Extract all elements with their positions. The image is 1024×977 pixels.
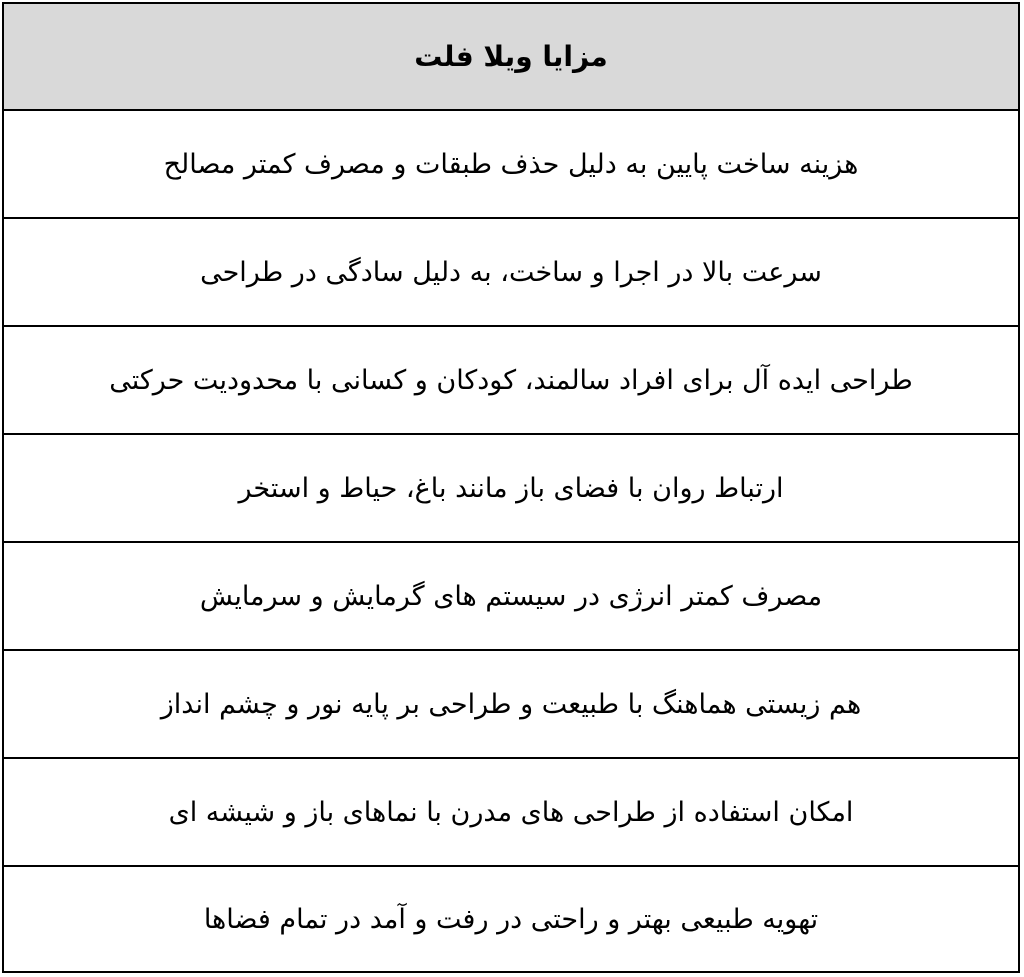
table-row: هم زیستی هماهنگ با طبیعت و طراحی بر پایه نور و چشم انداز (4, 651, 1018, 759)
table-header: مزایا ویلا فلت (4, 4, 1018, 111)
advantages-table (2, 2, 1020, 973)
table-row: امکان استفاده از طراحی های مدرن با نماهای باز و شیشه ای (4, 759, 1018, 867)
table-row: ارتباط روان با فضای باز مانند باغ، حیاط و استخر (4, 435, 1018, 543)
table-row: سرعت بالا در اجرا و ساخت، به دلیل سادگی در طراحی (4, 219, 1018, 327)
table-row: تهویه طبیعی بهتر و راحتی در رفت و آمد در تمام فضاها (4, 867, 1018, 971)
table-row: هزینه ساخت پایین به دلیل حذف طبقات و مصرف کمتر مصالح (4, 111, 1018, 219)
table-row: مصرف کمتر انرژی در سیستم های گرمایش و سرمایش (4, 543, 1018, 651)
table-row: طراحی ایده آل برای افراد سالمند، کودکان و کسانی با محدودیت حرکتی (4, 327, 1018, 435)
